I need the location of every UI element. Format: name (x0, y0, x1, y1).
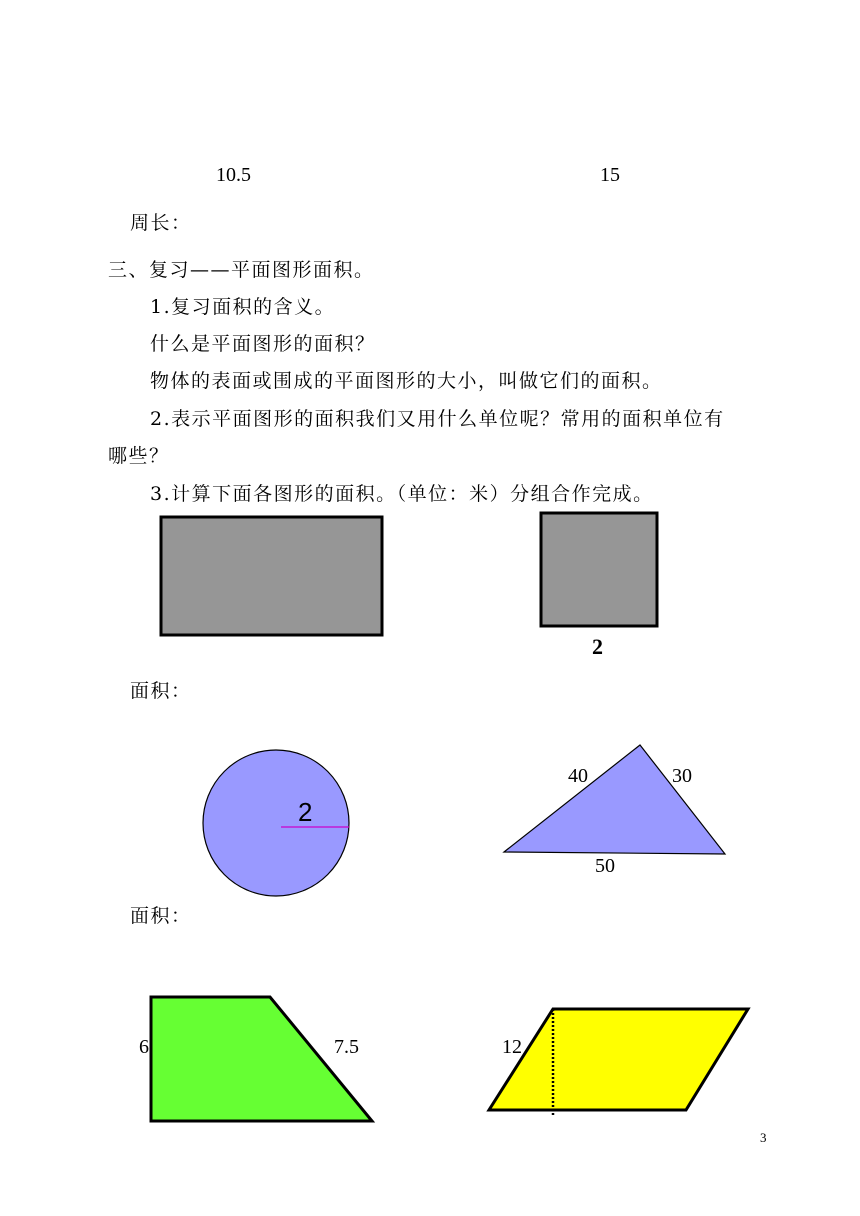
area-label-2: 面积： (130, 905, 192, 927)
triangle-right-side-label: 30 (672, 765, 692, 787)
triangle-figure (504, 745, 725, 854)
item-2-line-1: 2.表示平面图形的面积我们又用什么单位呢？常用的面积单位有 (150, 408, 725, 430)
section-title: 三、复习——平面图形面积。 (108, 259, 375, 281)
area-label-1: 面积： (130, 680, 192, 702)
triangle-base-label: 50 (595, 855, 615, 877)
square-side-label: 2 (592, 634, 603, 659)
circle-radius-label: 2 (298, 797, 313, 827)
item-3: 3.计算下面各图形的面积。（单位：米）分组合作完成。 (150, 483, 654, 505)
trapezoid-figure (151, 997, 372, 1121)
parallelogram-height-label: 12 (502, 1036, 522, 1058)
prev-label-left: 10.5 (216, 164, 251, 186)
item-1: 1.复习面积的含义。 (150, 296, 336, 318)
circle-figure (203, 750, 349, 896)
perimeter-label: 周长： (130, 212, 192, 234)
item-2-line-2: 哪些？ (108, 445, 170, 467)
rectangle-figure (161, 517, 382, 635)
page-number: 3 (760, 1130, 767, 1145)
answer: 物体的表面或围成的平面图形的大小，叫做它们的面积。 (150, 370, 663, 392)
trapezoid-height-label: 6 (139, 1036, 149, 1058)
prev-label-right: 15 (600, 164, 620, 186)
parallelogram-figure (489, 1009, 748, 1110)
question: 什么是平面图形的面积？ (150, 333, 376, 355)
triangle-left-side-label: 40 (568, 765, 588, 787)
square-figure (541, 513, 657, 626)
trapezoid-slant-label: 7.5 (334, 1036, 359, 1058)
